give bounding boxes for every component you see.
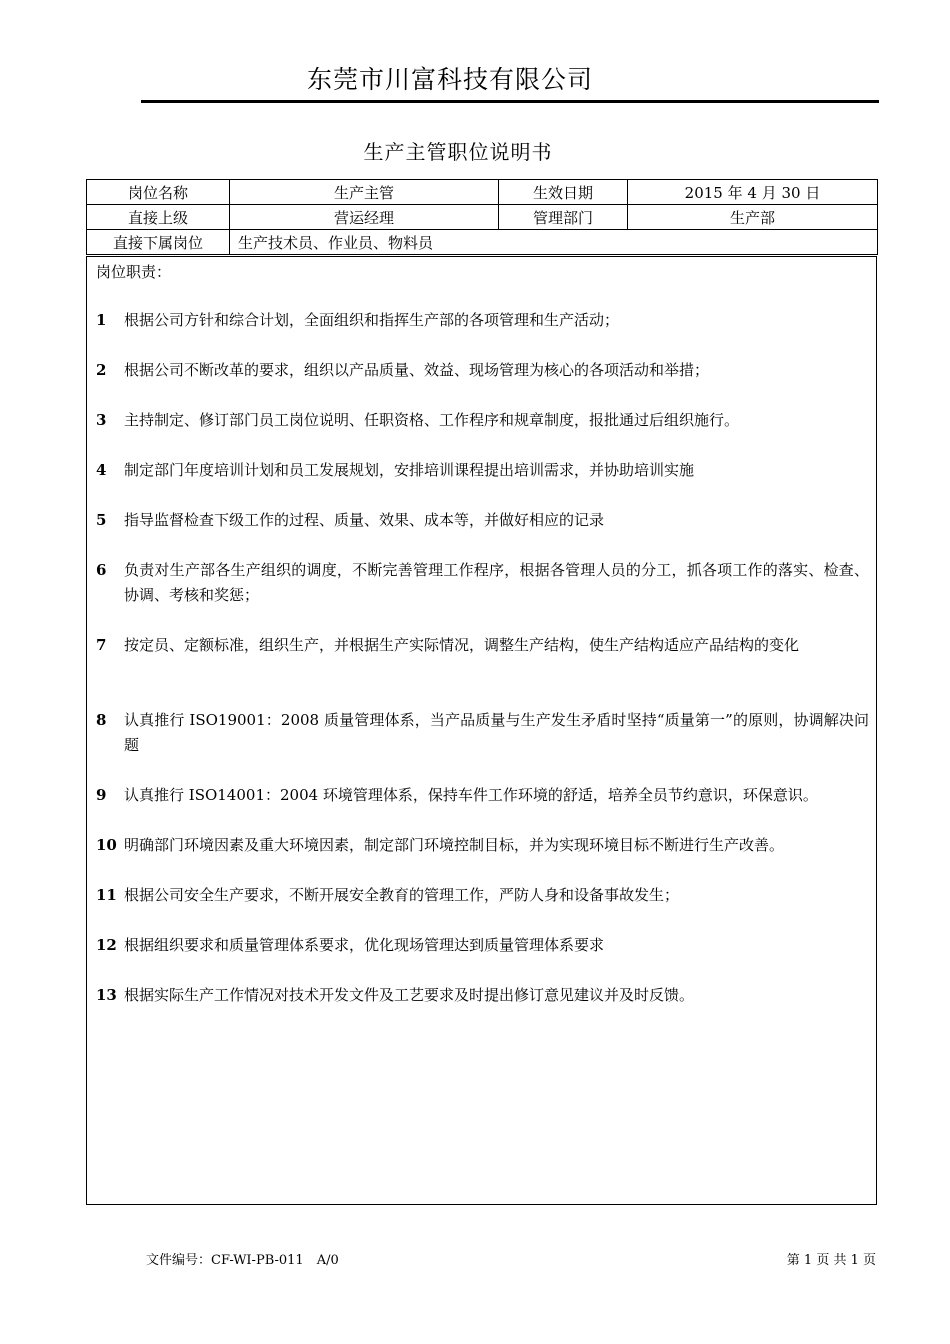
position-info-table bbox=[86, 179, 878, 255]
duty-text: 主持制定、修订部门员工岗位说明、任职资格、工作程序和规章制度，报批通过后组织施行。 bbox=[124, 411, 740, 429]
duty-text: 制定部门年度培训计划和员工发展规划，安排培训课程提出培训需求，并协助培训实施 bbox=[124, 461, 695, 479]
value-direct-superior: 营运经理 bbox=[230, 205, 499, 230]
duty-number: 10 bbox=[96, 836, 117, 854]
duties-section bbox=[86, 256, 877, 1205]
value-position-name: 生产主管 bbox=[230, 180, 499, 205]
duty-number: 13 bbox=[96, 986, 117, 1004]
duty-text: 指导监督检查下级工作的过程、质量、效果、成本等，并做好相应的记录 bbox=[124, 511, 605, 529]
value-department: 生产部 bbox=[628, 205, 878, 230]
duty-number: 2 bbox=[96, 361, 107, 379]
label-department: 管理部门 bbox=[499, 205, 628, 230]
info-row-supervisor bbox=[87, 205, 878, 230]
duty-number: 11 bbox=[96, 886, 117, 904]
duty-number: 1 bbox=[96, 311, 107, 329]
label-direct-superior: 直接上级 bbox=[87, 205, 230, 230]
duty-number: 12 bbox=[96, 936, 117, 954]
company-name: 东莞市川富科技有限公司 bbox=[306, 65, 593, 94]
info-row-subordinates bbox=[87, 230, 878, 255]
duties-title: 岗位职责： bbox=[96, 263, 172, 281]
duty-text: 根据公司不断改革的要求，组织以产品质量、效益、现场管理为核心的各项活动和举措； bbox=[124, 361, 710, 379]
duty-text: 根据实际生产工作情况对技术开发文件及工艺要求及时提出修订意见建议并及时反馈。 bbox=[124, 986, 695, 1004]
duty-number: 8 bbox=[96, 711, 107, 729]
label-subordinates: 直接下属岗位 bbox=[87, 230, 230, 255]
duty-number: 9 bbox=[96, 786, 107, 804]
label-position-name: 岗位名称 bbox=[87, 180, 230, 205]
label-effective-date: 生效日期 bbox=[499, 180, 628, 205]
duty-text: 根据组织要求和质量管理体系要求，优化现场管理达到质量管理体系要求 bbox=[124, 936, 605, 954]
page-info: 第 1 页 共 1 页 bbox=[786, 1253, 876, 1268]
duty-text: 认真推行 ISO14001：2004 环境管理体系，保持车件工作环境的舒适，培养全员节约意识，环保意识。 bbox=[124, 786, 818, 804]
document-number: 文件编号：CF-WI-PB-011 A/0 bbox=[146, 1253, 339, 1268]
header-rule bbox=[141, 100, 879, 103]
duty-text: 明确部门环境因素及重大环境因素，制定部门环境控制目标，并为实现环境目标不断进行生产改善。 bbox=[124, 836, 785, 854]
info-row-position bbox=[87, 180, 878, 205]
duty-number: 4 bbox=[96, 461, 107, 479]
duty-text: 按定员、定额标准，组织生产，并根据生产实际情况，调整生产结构，使生产结构适应产品结构的变化 bbox=[124, 636, 800, 654]
duty-text: 认真推行 ISO19001：2008 质量管理体系，当产品质量与生产发生矛盾时坚持“质量第一”的原则，协调解决问题 bbox=[124, 711, 869, 754]
duty-text: 根据公司方针和综合计划，全面组织和指挥生产部的各项管理和生产活动； bbox=[124, 311, 620, 329]
duty-text: 负责对生产部各生产组织的调度，不断完善管理工作程序，根据各管理人员的分工，抓各项工作的落实、检查、协调、考核和奖惩； bbox=[124, 561, 869, 604]
duty-number: 3 bbox=[96, 411, 107, 429]
duty-number: 6 bbox=[96, 561, 107, 579]
value-subordinates: 生产技术员、作业员、物料员 bbox=[230, 230, 878, 255]
duty-number: 7 bbox=[96, 636, 107, 654]
document-title: 生产主管职位说明书 bbox=[363, 140, 553, 164]
duty-text: 根据公司安全生产要求，不断开展安全教育的管理工作，严防人身和设备事故发生； bbox=[124, 886, 680, 904]
duty-number: 5 bbox=[96, 511, 107, 529]
value-effective-date: 2015 年 4 月 30 日 bbox=[628, 180, 878, 205]
